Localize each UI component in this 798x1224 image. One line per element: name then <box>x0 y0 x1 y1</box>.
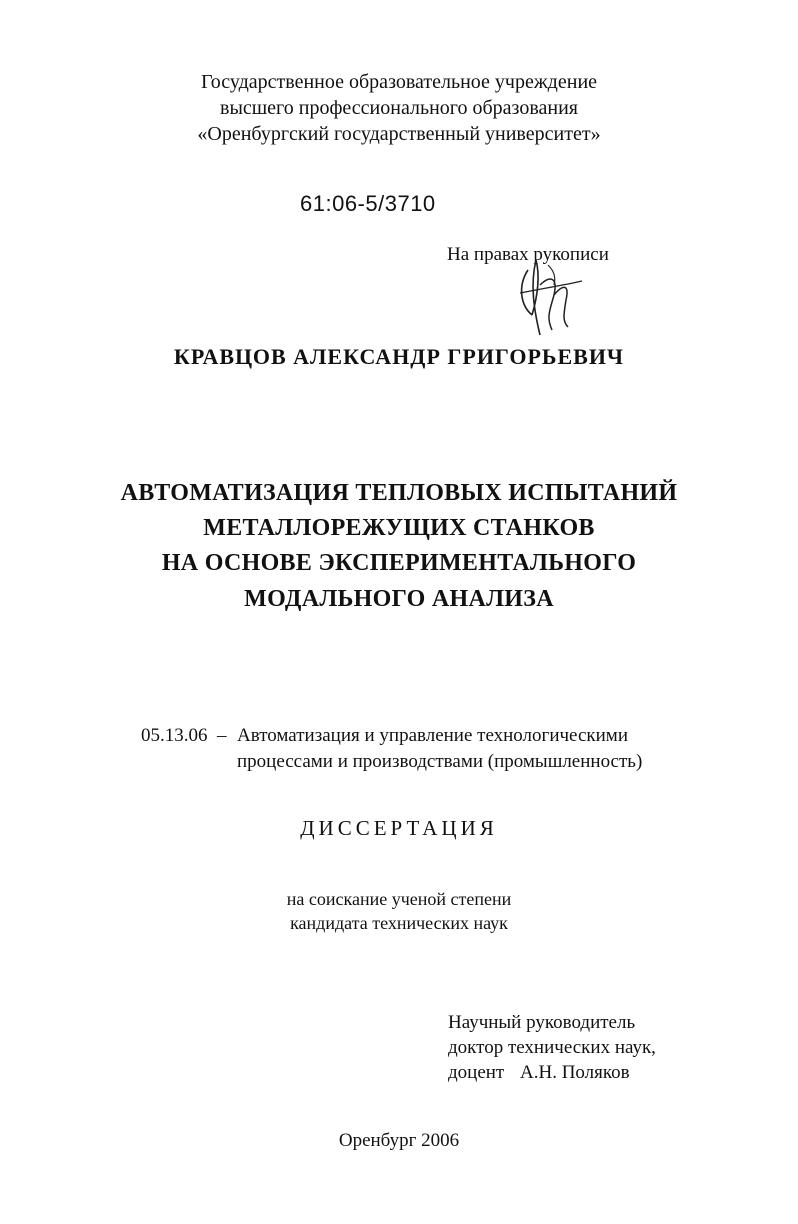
advisor-name: А.Н. Поляков <box>520 1062 630 1083</box>
institution-line-1: Государственное образовательное учреждение <box>200 71 598 93</box>
advisor-role: Научный руководитель <box>448 1012 636 1033</box>
title-line-4: МОДАЛЬНОГО АНАЛИЗА <box>244 586 554 612</box>
specialty-code: 05.13.06 <box>141 725 208 746</box>
catalog-code: 61:06-5/3710 <box>300 191 436 216</box>
institution-line-3: «Оренбургский государственный университет» <box>197 123 601 145</box>
author-name: КРАВЦОВ АЛЕКСАНДР ГРИГОРЬЕВИЧ <box>173 344 625 369</box>
specialty-line-1: Автоматизация и управление технологическими <box>237 725 628 746</box>
document-type: ДИССЕРТАЦИЯ <box>300 816 498 840</box>
city-year: Оренбург 2006 <box>338 1130 460 1151</box>
title-line-1: АВТОМАТИЗАЦИЯ ТЕПЛОВЫХ ИСПЫТАНИЙ <box>120 480 678 506</box>
advisor-rank: доцент <box>448 1062 505 1083</box>
advisor-title: доктор технических наук, <box>448 1037 656 1058</box>
specialty-line-2: процессами и производствами (промышленность) <box>237 751 643 772</box>
institution-line-2: высшего профессионального образования <box>220 97 578 119</box>
signature-icon <box>510 255 590 340</box>
specialty-dash: – <box>217 725 227 746</box>
degree-line-2: кандидата технических наук <box>290 913 508 933</box>
title-line-3: НА ОСНОВЕ ЭКСПЕРИМЕНТАЛЬНОГО <box>161 550 637 576</box>
manuscript-note: На правах рукописи <box>447 244 609 265</box>
degree-line-1: на соискание ученой степени <box>286 889 512 909</box>
title-line-2: МЕТАЛЛОРЕЖУЩИХ СТАНКОВ <box>203 515 595 541</box>
